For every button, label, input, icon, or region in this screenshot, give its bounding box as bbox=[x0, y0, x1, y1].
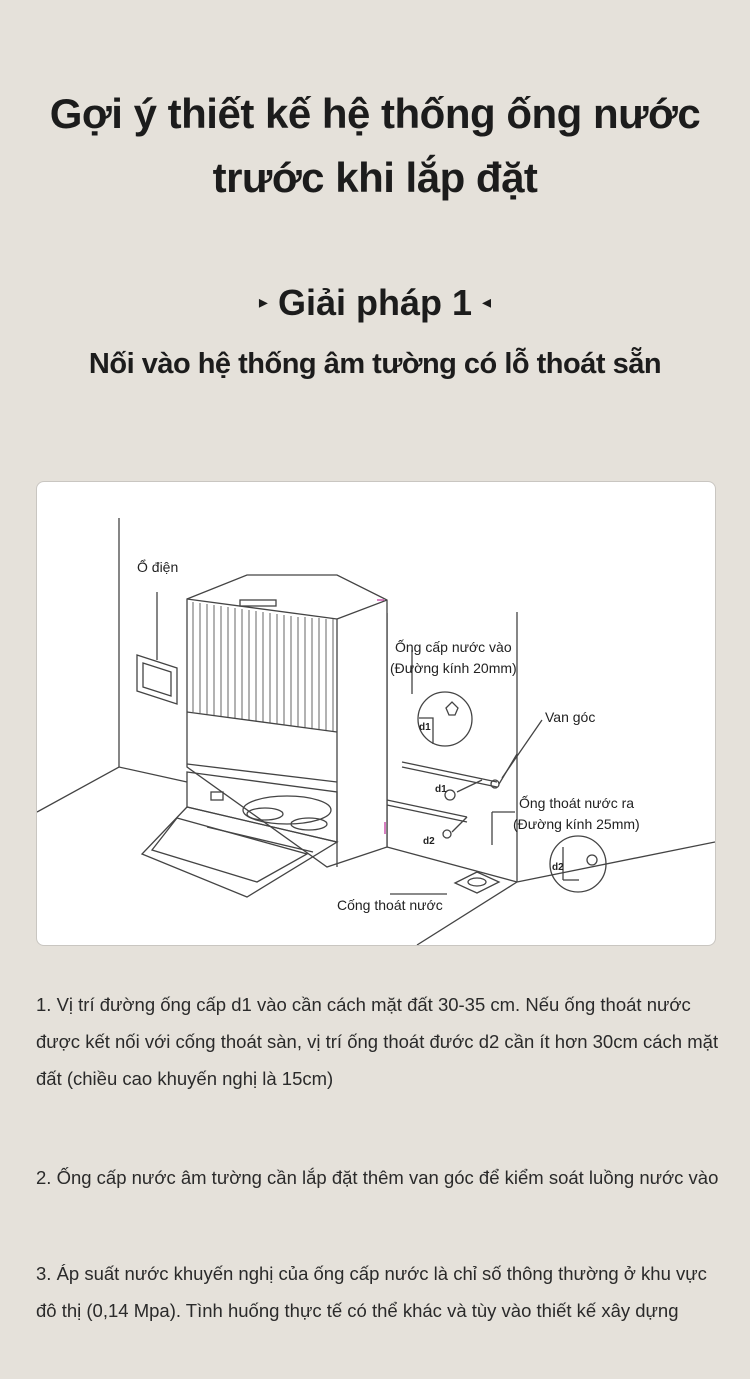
floor-drain-label: Cống thoát nước bbox=[337, 897, 443, 913]
triangle-left-icon: ◂ bbox=[482, 292, 492, 313]
valve-label: Van góc bbox=[545, 709, 596, 725]
note-item-3: 3. Áp suất nước khuyến nghị của ống cấp nước là chỉ số thông thường ở khu vực đô thị (0,14 Mpa). Tình huống thực tế có thể khác và tùy vào thiết kế xây dựng bbox=[36, 1263, 707, 1321]
solution-heading bbox=[0, 280, 750, 328]
triangle-right-icon: ▸ bbox=[258, 292, 268, 313]
outlet-pipe-label-line-2: (Đường kính 25mm) bbox=[513, 816, 640, 832]
page-title-line-2: trước khi lắp đặt bbox=[212, 154, 538, 201]
d1-detail-label: d1 bbox=[419, 722, 431, 733]
outlet-pipe-label-line-1: Ống thoát nước ra bbox=[519, 795, 635, 811]
inlet-pipe-label-line-2: (Đường kính 20mm) bbox=[390, 660, 517, 676]
note-item-1: 1. Vị trí đường ống cấp d1 vào cần cách mặt đất 30-35 cm. Nếu ống thoát nước được kết nối với cống thoát sàn, vị trí ống thoát đước d2 cần ít hơn 30cm cách mặt đất (chiều cao khuyến nghị là 15cm) bbox=[36, 994, 719, 1089]
solution-subtitle: Nối vào hệ thống âm tường có lỗ thoát sẵn bbox=[88, 348, 662, 380]
d2-pipe-label: d2 bbox=[423, 836, 435, 847]
outlet-label: Ổ điện bbox=[137, 559, 179, 575]
page-title-line-1: Gợi ý thiết kế hệ thống ống nước bbox=[49, 90, 701, 137]
diagram-illustration bbox=[37, 482, 715, 945]
d1-pipe-label: d1 bbox=[435, 784, 447, 795]
note-item-2: 2. Ống cấp nước âm tường cần lắp đặt thêm van góc để kiểm soát luồng nước vào bbox=[36, 1167, 719, 1188]
solution-label: Giải pháp 1 bbox=[277, 282, 473, 323]
d2-detail-label: d2 bbox=[552, 862, 564, 873]
installation-diagram bbox=[36, 481, 716, 946]
page-title bbox=[0, 82, 750, 210]
inlet-pipe-label-line-1: Ống cấp nước vào bbox=[395, 639, 512, 655]
